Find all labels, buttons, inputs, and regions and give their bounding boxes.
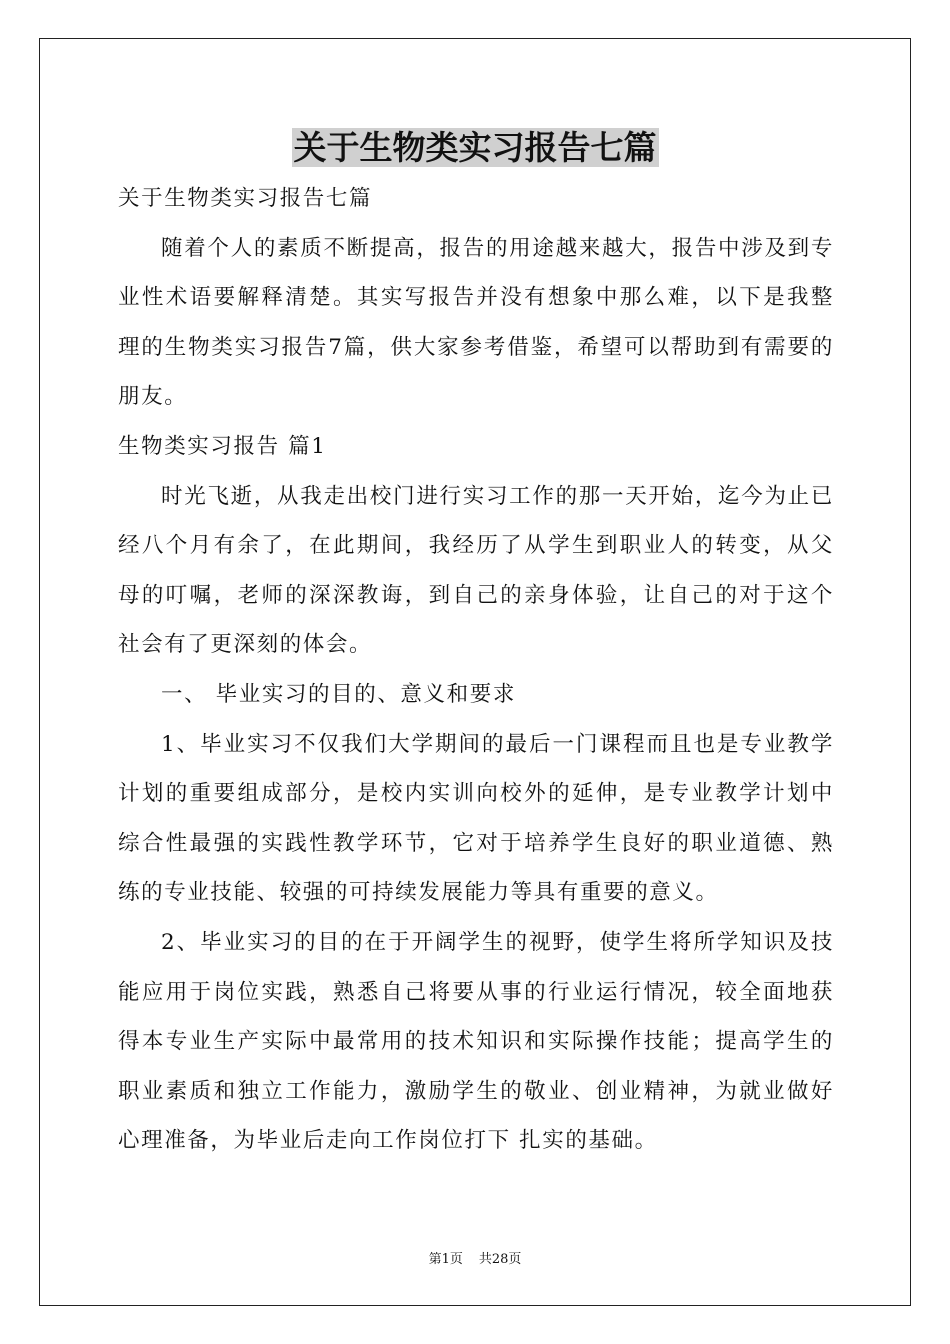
document-body: [118, 174, 834, 1166]
paragraph: 2、毕业实习的目的在于开阔学生的视野，使学生将所学知识及技能应用于岗位实践，熟悉自己将要从事的行业运行情况，较全面地获得本专业生产实际中最常用的技术知识和实际操作技能；提高学生的职业素质和独立工作能力，激励学生的敬业、创业精神，为就业做好心理准备，为毕业后走向工作岗位打下 扎实的基础。: [118, 929, 834, 1154]
paragraph-subtitle: 关于生物类实习报告七篇: [118, 186, 373, 211]
paragraph: 1、毕业实习不仅我们大学期间的最后一门课程而且也是专业教学计划的重要组成部分，是校内实训向校外的延伸，是专业教学计划中综合性最强的实践性教学环节，它对于培养学生良好的职业道德、熟练的专业技能、较强的可持续发展能力等具有重要的意义。: [118, 731, 834, 906]
page-total: 共28页: [478, 1252, 522, 1267]
document-title: [0, 126, 950, 170]
title-text: 关于生物类实习报告七篇: [293, 128, 657, 167]
paragraph: 时光飞逝，从我走出校门进行实习工作的那一天开始，迄今为止已经八个月有余了，在此期间，我经历了从学生到职业人的转变，从父母的叮嘱，老师的深深教诲，到自己的亲身体验，让自己的对于这个社会有了更深刻的体会。: [118, 483, 834, 658]
paragraph-intro: 随着个人的素质不断提高，报告的用途越来越大，报告中涉及到专业性术语要解释清楚。其实写报告并没有想象中那么难，以下是我整理的生物类实习报告7篇，供大家参考借鉴，希望可以帮助到有需要的朋友。: [118, 235, 834, 410]
subsection-heading: 一、 毕业实习的目的、意义和要求: [161, 681, 516, 707]
section-heading: 生物类实习报告 篇1: [118, 433, 327, 459]
page-number: 第1页: [428, 1252, 463, 1267]
page-footer: [0, 1248, 950, 1267]
